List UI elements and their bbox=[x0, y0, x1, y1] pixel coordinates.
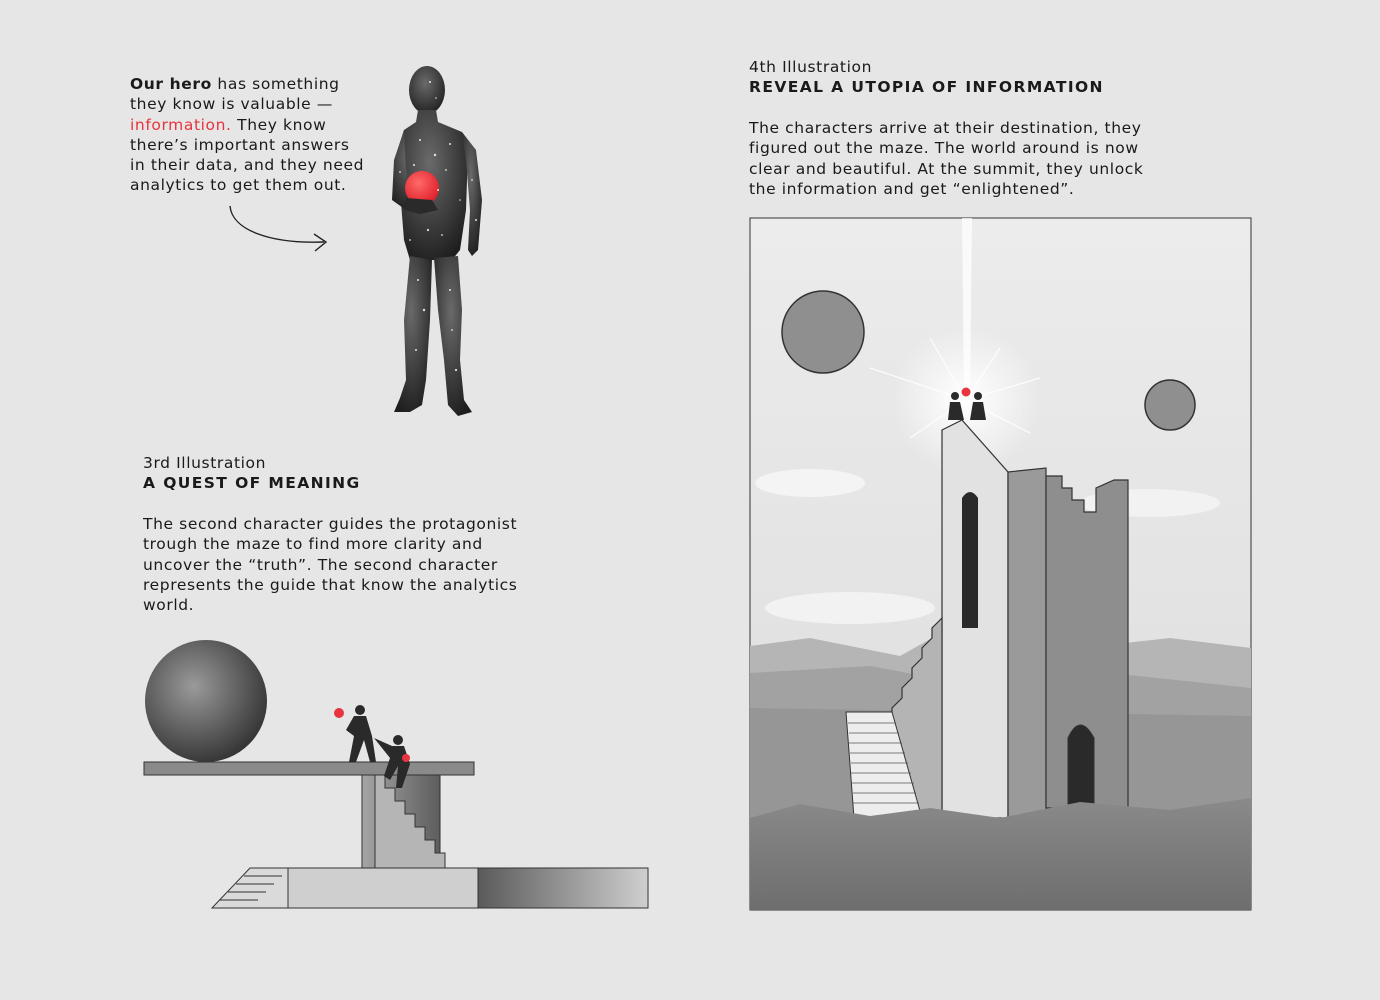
section4-kicker: 4th Illustration bbox=[749, 58, 873, 76]
section3-kicker: 3rd Illustration bbox=[143, 454, 267, 472]
section3-title: A QUEST OF MEANING bbox=[143, 474, 361, 492]
curved-arrow-icon bbox=[220, 200, 340, 270]
utopia-illustration bbox=[750, 218, 1251, 910]
hero-figure-illustration bbox=[380, 60, 490, 435]
section3-body: The second character guides the protagonist trough the maze to find more clarity and uncover the “truth”. The second character represents the guide that know the analytics world. bbox=[143, 515, 518, 615]
intro-body: They know there’s important answers in their data, and they need analytics to get them out. bbox=[130, 115, 365, 195]
intro-text bbox=[130, 74, 370, 196]
intro-lead-bold: Our hero bbox=[130, 75, 212, 93]
intro-lead-rest: has something they know is valuable — bbox=[130, 75, 340, 114]
quest-of-meaning-illustration bbox=[140, 640, 660, 915]
intro-highlight: information. bbox=[130, 115, 232, 134]
section4-body: The characters arrive at their destination, they figured out the maze. The world around is now clear and beautiful. At the summit, they unlock the information and get “enlightened”. bbox=[749, 119, 1144, 198]
section4-title: REVEAL A UTOPIA OF INFORMATION bbox=[749, 78, 1104, 96]
